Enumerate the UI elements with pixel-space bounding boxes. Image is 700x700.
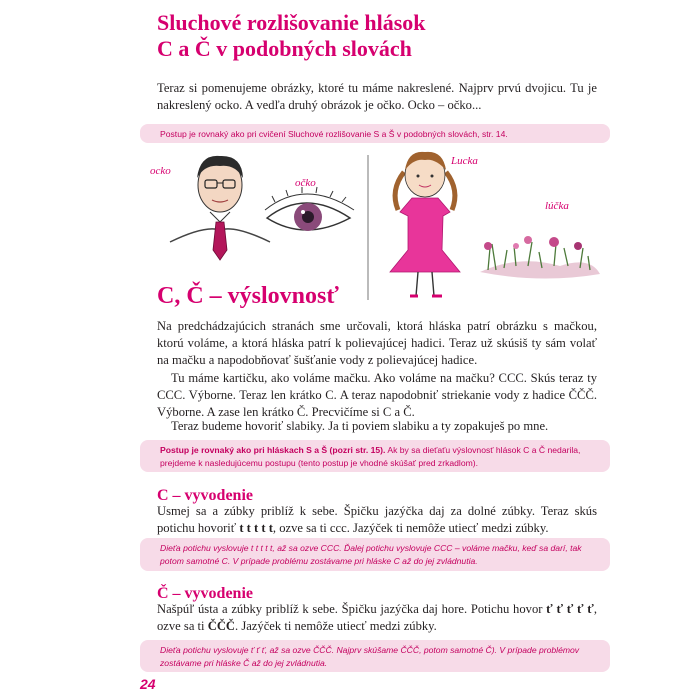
cc-paragraph [157,601,597,635]
father-illustration [170,156,270,260]
eye-illustration [265,187,354,231]
instruction-note-2-text: Ak by sa dieťaťu výslovnosť hlások C a Č nedarila, prejdeme k nasledujúcemu postupu (tento postup je vhodné skúšať pred zrkadlom). [160,445,581,468]
pronunciation-paragraph-1: Na predchádzajúcich stranách sme určovali, ktorá hláska patrí obrázku s mačkou, ktorú voláme, a ktorá hláska patrí k polievajúcej hadici. Teraz už skúsiš ty sám volať na mačku a napodobňovať šušťanie vody z polievajúcej hadice. [157,319,597,367]
pronunciation-paragraph-2: Tu máme kartičku, ako voláme mačku. Ako voláme na mačku? CCC. Skús teraz ty CCC. Výborne. Teraz len krátko C. A teraz napodobniť striekanie vody z hadice ČČČ. Výborne. A zase len krátko Č. Precvičíme si C a Č. [157,371,597,419]
c-paragraph-bold: t t t t t [239,521,273,535]
page-title-line-2: C a Č v podobných slovách [157,36,412,61]
cc-paragraph-mid: , ozve sa ti [157,602,597,633]
instruction-note-2 [140,440,610,472]
section-heading-c: C – vyvodenie [157,487,253,504]
caption-ocko: ocko [150,165,171,177]
instruction-note-4: Dieťa potichu vyslovuje ť ť ť, až sa ozve ČČČ. Najprv skúšame ČČČ, potom samotné Č). V prípade problémov zostávame pri hláske Č až do jej zvládnutia. [140,640,610,672]
caption-lucka: Lucka [451,155,478,167]
page-title [157,10,426,62]
caption-lucka-meadow: lúčka [545,200,569,212]
girl-illustration [390,152,460,296]
caption-ocko-eye: očko [295,177,316,189]
instruction-note-2-bold: Postup je rovnaký ako pri hláskach S a Š (pozri str. 15). [160,445,386,455]
cc-paragraph-bold: ť ť ť ť ť [546,602,594,616]
c-paragraph [157,503,597,537]
instruction-note-1: Postup je rovnaký ako pri cvičení Sluchové rozlišovanie S a Š v podobných slovách, str. 14. [140,124,610,143]
intro-paragraph: Teraz si pomenujeme obrázky, ktoré tu máme nakreslené. Najprv prvú dvojicu. Tu je nakreslený ocko. A vedľa druhý obrázok je očko. Ocko – očko... [157,81,597,112]
cc-paragraph-end: . Jazýček ti nemôže utiecť medzi zúbky. [235,619,437,633]
page-title-line-1: Sluchové rozlišovanie hlások [157,10,426,35]
instruction-note-3: Dieťa potichu vyslovuje t t t t t, až sa ozve CCC. Ďalej potichu vyslovuje CCC – voláme mačku, keď sa darí, tak potom samotné C. V prípade problému zostávame pri hláske C až do jej zvládnutia. [140,538,610,571]
section-heading-cc: Č – vyvodenie [157,585,253,602]
meadow-illustration [480,236,600,279]
section-heading-pronunciation: C, Č – výslovnosť [157,283,339,309]
page-number: 24 [140,676,156,692]
pronunciation-paragraph-3: Teraz budeme hovoriť slabiky. Ja ti poviem slabiku a ty zopakuješ po mne. [171,419,549,433]
cc-paragraph-bold-2: ČČČ [207,619,236,633]
cc-paragraph-start: Našpúľ ústa a zúbky priblíž k sebe. Špičku jazýčka daj hore. Potichu hovor [157,602,547,616]
c-paragraph-end: , ozve sa ti ccc. Jazýček ti nemôže utiecť medzi zúbky. [272,521,549,535]
c-paragraph-start: Usmej sa a zúbky priblíž k sebe. Špičku jazýčka daj za dolné zúbky. Teraz skús potichu hovoriť [157,504,597,535]
